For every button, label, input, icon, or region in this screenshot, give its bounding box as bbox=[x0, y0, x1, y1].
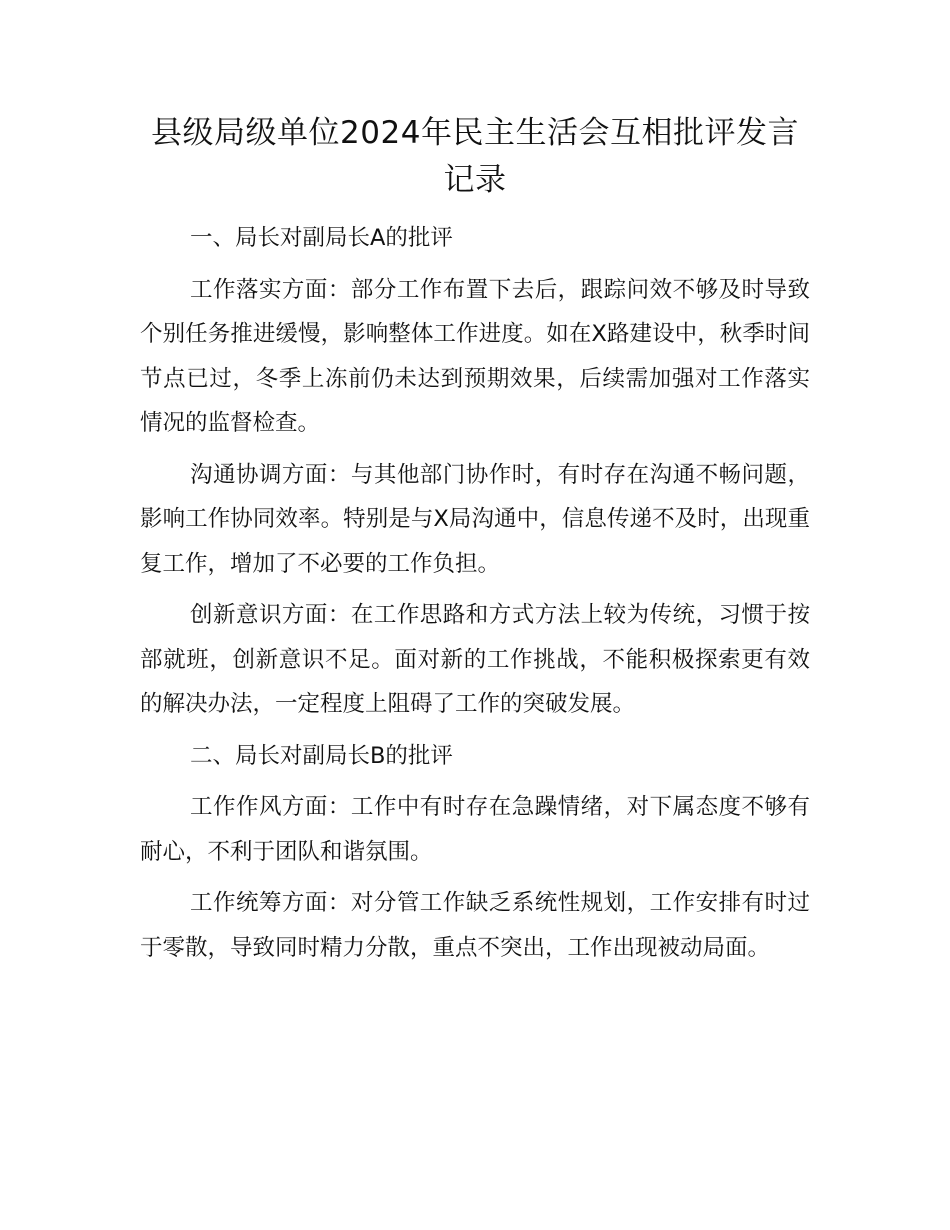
paragraph-innovation: 创新意识方面：在工作思路和方式方法上较为传统，习惯于按部就班，创新意识不足。面对新的工作挑战，不能积极探索更有效的解决办法，一定程度上阻碍了工作的突破发展。 bbox=[140, 602, 810, 717]
paragraph-work-style: 工作作风方面：工作中有时存在急躁情绪，对下属态度不够有耐心，不利于团队和谐氛围。 bbox=[140, 794, 810, 865]
paragraph-work-implementation: 工作落实方面：部分工作布置下去后，跟踪问效不够及时导致个别任务推进缓慢，影响整体工作进度。如在X路建设中，秋季时间节点已过，冬季上冻前仍未达到预期效果，后续需加强对工作落实情况的监督检查。 bbox=[140, 276, 810, 436]
paragraph-communication: 沟通协调方面：与其他部门协作时，有时存在沟通不畅问题，影响工作协同效率。特别是与X局沟通中，信息传递不及时，出现重复工作，增加了不必要的工作负担。 bbox=[140, 461, 810, 577]
document-body bbox=[140, 216, 810, 977]
section-heading-a: 一、局长对副局长A的批评 bbox=[190, 225, 453, 251]
document-title: 县级局级单位2024年民主生活会互相批评发言记录 bbox=[151, 115, 799, 198]
section-heading-b: 二、局长对副局长B的批评 bbox=[190, 742, 453, 769]
paragraph-work-planning: 工作统筹方面：对分管工作缺乏系统性规划，工作安排有时过于零散，导致同时精力分散，重点不突出，工作出现被动局面。 bbox=[140, 890, 810, 961]
